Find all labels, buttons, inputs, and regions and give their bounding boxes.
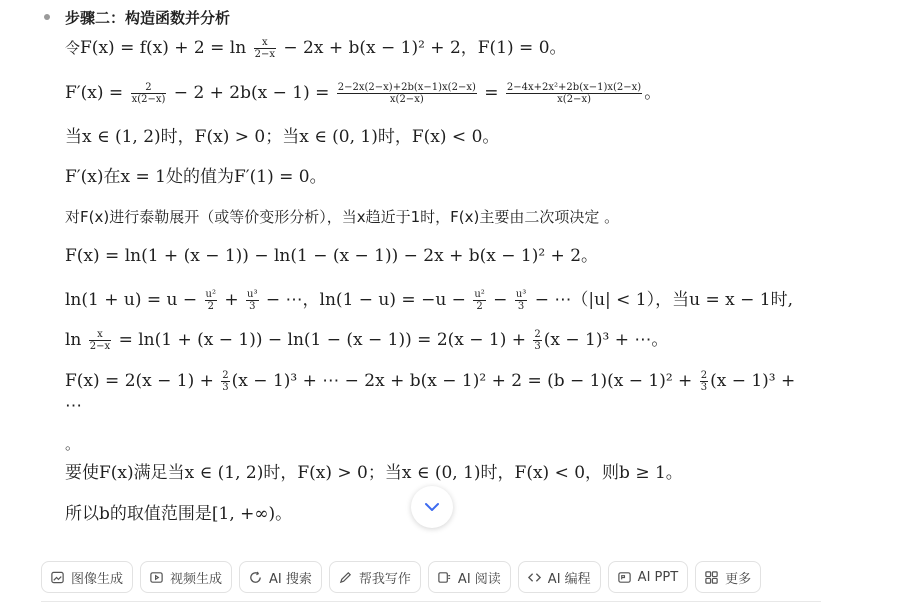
denominator: x(2−x) <box>389 94 424 105</box>
code-icon <box>527 570 542 585</box>
math: (x − 1)³ + ⋯ − 2x + b(x − 1)² + 2 = (b − 1)(x − 1)² + <box>231 371 698 391</box>
math-line-8 <box>65 329 668 352</box>
fraction <box>89 329 111 352</box>
denominator: x(2−x) <box>131 94 166 105</box>
numerator: 2 <box>700 370 708 381</box>
tool-video-gen[interactable] <box>140 561 232 593</box>
math: − 2x + b(x − 1)² + 2，F(1) = 0。 <box>277 38 567 58</box>
math: F′(x) = <box>65 83 129 103</box>
tool-label: AI PPT <box>637 569 679 585</box>
divider <box>41 601 821 602</box>
search-refresh-icon <box>248 570 263 585</box>
math-line-2 <box>65 82 661 105</box>
fraction <box>254 37 276 60</box>
denominator: 2 <box>476 301 483 312</box>
math: − 2 + 2b(x − 1) = <box>168 83 335 103</box>
tool-label: 更多 <box>725 571 752 587</box>
fraction <box>131 82 167 105</box>
math-line-7 <box>65 289 793 312</box>
numerator: u³ <box>515 289 527 300</box>
tool-image-gen[interactable] <box>41 561 133 593</box>
denominator: 3 <box>700 382 708 393</box>
tool-label: AI 编程 <box>547 571 591 587</box>
math-line-6: F(x) = ln(1 + (x − 1)) − ln(1 − (x − 1)) − 2x + b(x − 1)² + 2。 <box>65 246 599 266</box>
math: = ln(1 + (x − 1)) − ln(1 − (x − 1)) = 2(x − 1) + <box>113 330 532 350</box>
tool-bar <box>41 561 761 593</box>
scroll-down-button[interactable] <box>411 486 453 528</box>
numerator: 2 <box>534 329 541 340</box>
bullet-dot <box>44 14 50 20</box>
denominator: 2−x <box>254 49 275 60</box>
numerator: x <box>89 329 111 341</box>
denominator: 3 <box>534 341 541 352</box>
text-line-11: 。 <box>65 435 81 453</box>
text-line-5: 对F(x)进行泰勒展开（或等价变形分析），当x趋近于1时，F(x)主要由二次项决定 。 <box>65 208 620 226</box>
fraction <box>337 82 477 105</box>
tool-label: AI 搜索 <box>269 571 312 587</box>
math: − <box>487 290 513 310</box>
math: F(x) = 2(x − 1) + <box>65 371 220 391</box>
chevron-down-icon <box>424 502 440 512</box>
math: = <box>478 83 504 103</box>
math: 。 <box>644 83 662 103</box>
numerator: u³ <box>247 289 258 300</box>
read-icon <box>437 570 452 585</box>
tool-label: 图像生成 <box>71 571 124 587</box>
math: (x − 1)³ + ⋯。 <box>543 330 669 350</box>
pen-icon <box>338 570 353 585</box>
fraction <box>700 370 708 393</box>
section-heading: 步骤二：构造函数并分析 <box>65 8 231 27</box>
fraction <box>533 329 541 352</box>
math-line-3: 当x ∈ (1, 2)时，F(x) > 0；当x ∈ (0, 1)时，F(x) < 0。 <box>65 127 500 147</box>
text: 令 <box>65 39 81 57</box>
fraction <box>473 289 485 312</box>
math-line-12: 要使F(x)满足当x ∈ (1, 2)时，F(x) > 0；当x ∈ (0, 1)时，F(x) < 0，则b ≥ 1。 <box>65 463 683 483</box>
math-line-9 <box>65 370 795 393</box>
tool-ai-code[interactable] <box>518 561 601 593</box>
image-gen-icon <box>50 570 65 585</box>
math: + <box>218 290 245 310</box>
math: ln <box>65 330 87 350</box>
tool-label: 帮我写作 <box>358 571 411 587</box>
numerator: 2−2x(2−x)+2b(x−1)x(2−x) <box>337 82 476 93</box>
denominator: 3 <box>249 301 256 312</box>
video-gen-icon <box>149 570 164 585</box>
tool-label: 视频生成 <box>170 571 223 587</box>
fraction <box>205 289 217 312</box>
math: − ⋯，ln(1 − u) = −u − <box>260 290 472 310</box>
fraction <box>221 370 229 393</box>
numerator: u² <box>205 289 216 300</box>
numerator: u² <box>474 289 485 300</box>
math: (x − 1)³ + <box>710 371 796 391</box>
math-line-1 <box>65 37 567 60</box>
denominator: 3 <box>517 301 525 312</box>
tool-more[interactable] <box>695 561 761 593</box>
numerator: x <box>254 37 276 49</box>
denominator: 2 <box>207 301 214 312</box>
tool-ai-search[interactable] <box>239 561 322 593</box>
denominator: x(2−x) <box>557 94 591 105</box>
math-line-10: ⋯ <box>65 396 82 416</box>
math-line-4: F′(x)在x = 1处的值为F′(1) = 0。 <box>65 167 327 187</box>
ppt-icon <box>617 570 632 585</box>
math: − ⋯（|u| < 1），当u = x − 1时, <box>529 290 793 310</box>
tool-label: AI 阅读 <box>457 571 501 587</box>
math: ln(1 + u) = u − <box>65 290 203 310</box>
tool-writing[interactable] <box>329 561 421 593</box>
fraction <box>515 289 527 312</box>
math: F(x) = f(x) + 2 = ln <box>80 38 247 58</box>
numerator: 2 <box>131 82 167 94</box>
section-heading-row <box>44 7 230 27</box>
math-line-13: 所以b的取值范围是[1, +∞)。 <box>65 504 293 524</box>
fraction <box>506 82 642 105</box>
grid-icon <box>704 570 719 585</box>
tool-ai-read[interactable] <box>428 561 511 593</box>
denominator: 2−x <box>89 341 111 352</box>
numerator: 2−4x+2x²+2b(x−1)x(2−x) <box>506 82 642 93</box>
denominator: 3 <box>222 382 229 393</box>
tool-ai-ppt[interactable] <box>608 561 688 593</box>
numerator: 2 <box>222 370 229 381</box>
fraction <box>246 289 258 312</box>
